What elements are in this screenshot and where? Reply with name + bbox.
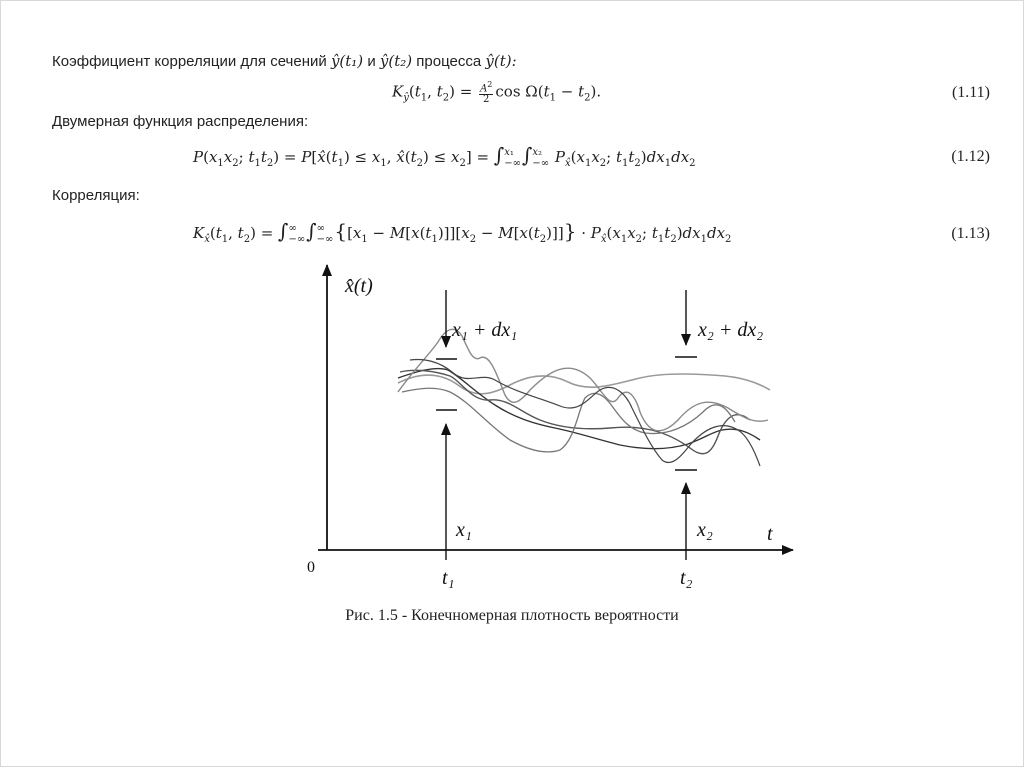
x1-dx1-label: x₁ + dx₁ (452, 319, 518, 341)
t2-label: t₂ (680, 567, 693, 589)
intro-correlation-text: Коэффициент корреляции для сечений ŷ(t₁) и ŷ(t₂) процесса ŷ(t): (52, 52, 517, 70)
process-curve-4 (402, 388, 735, 452)
t1-label: t₁ (442, 567, 455, 589)
x2-dx2-label: x₂ + dx₂ (698, 319, 764, 341)
figure-caption: Рис. 1.5 - Конечномерная плотность вероятности (345, 607, 679, 624)
process-curve-5 (398, 329, 768, 430)
x2-label: x₂ (697, 519, 713, 541)
distribution-function-text: Двумерная функция распределения: (52, 113, 309, 130)
y-axis-label: x̂(t) (345, 275, 373, 297)
equation-number-1-11: (1.11) (951, 84, 990, 101)
process-curve-1 (398, 374, 770, 394)
origin-label: 0 (307, 559, 315, 576)
process-curve-3 (400, 370, 750, 453)
equation-1-13: $K_{x̂}(t_1$, $t_2$) = ∫ ∞ −∞ ∫ ∞ −∞ $\{[x_1 - M[x(t_1)]][x_2 - M[x(t_2)]]\} \cdot P_{x̂}(x_1x_2$; $t_1t_2)dx_1dx_2$ (193, 219, 732, 245)
x-axis-label: t (767, 523, 773, 545)
equation-number-1-12: (1.12) (951, 148, 990, 165)
equation-1-12: $P(x_1x_2$; $t_1t_2$) = $P[x̂(t_1) \le x_1$, $x̂(t_2) \le x_2$] = ∫ x₁ −∞ ∫ x₂ −∞ $P_{x̂}(x_1x_2$; $t_1t_2)dx_1dx_2$ (193, 143, 696, 169)
x1-label: x₁ (456, 519, 472, 541)
equation-1-11: $K_ŷ(t_1$, $t_2$) = $\frac{A^2}{2}$ $\cos \Omega(t_1 - t_2)$. (392, 80, 602, 106)
equation-number-1-13: (1.13) (951, 225, 990, 242)
correlation-text: Корреляция: (52, 187, 140, 204)
